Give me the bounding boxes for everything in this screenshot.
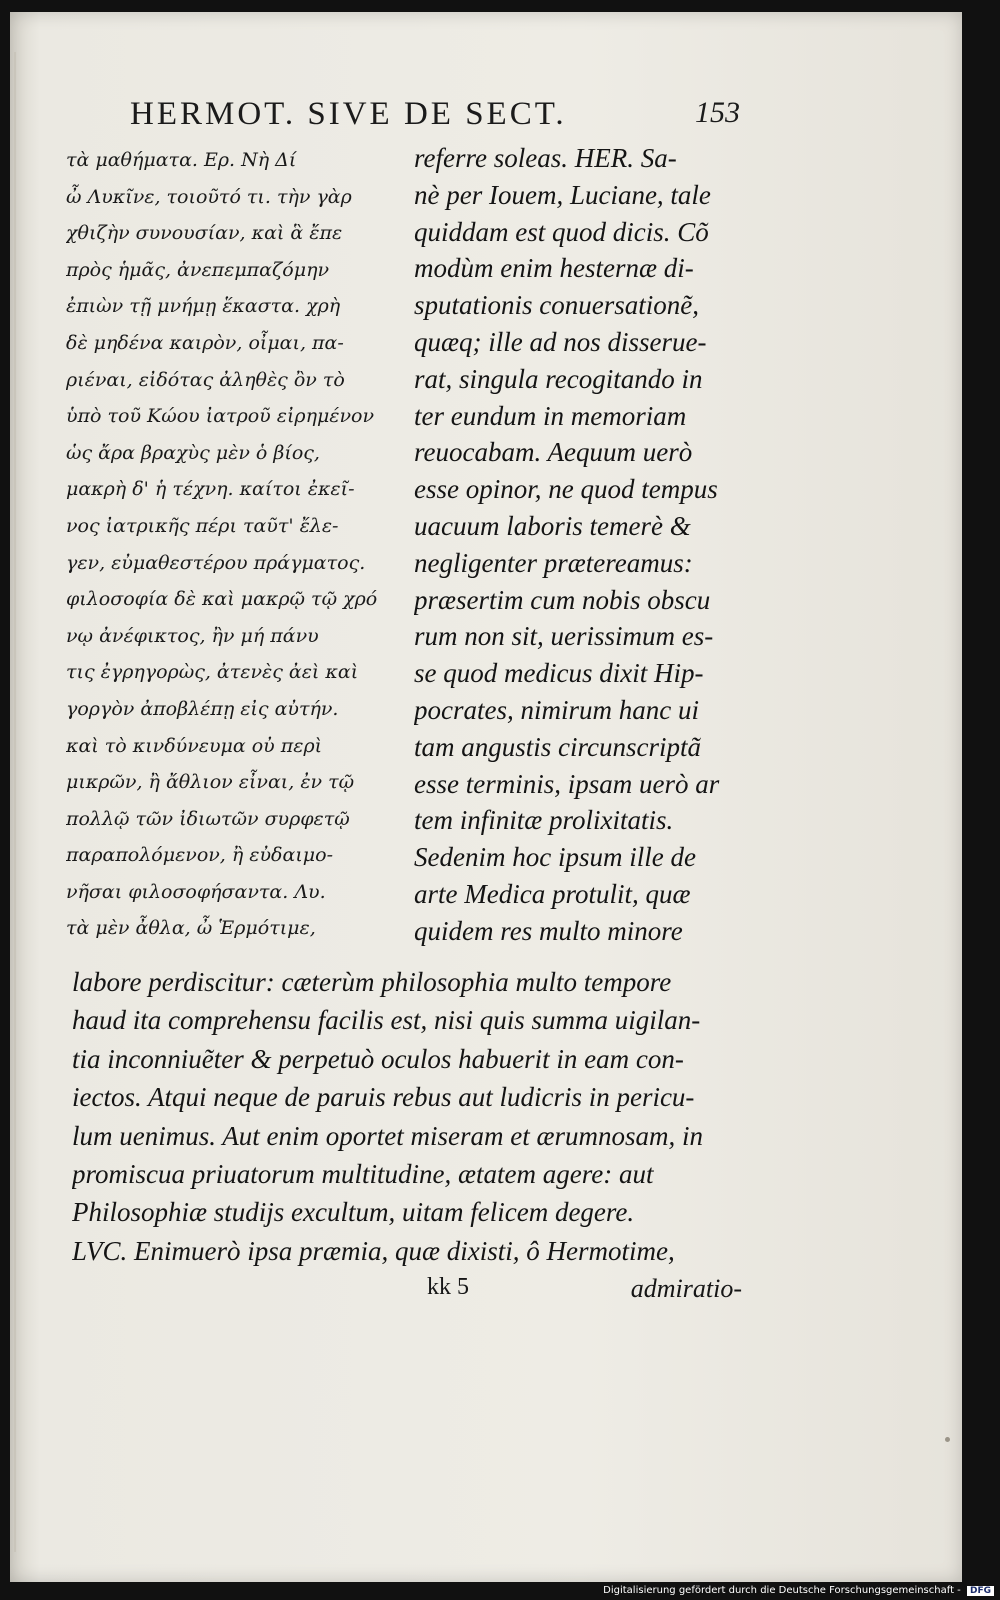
latin-line: tem infinitæ prolixitatis. [414,805,674,836]
latin-line: quiddam est quod dicis. Cõ [414,216,709,247]
greek-line: πολλῷ τῶν ἰδιωτῶν συρφετῷ [66,807,350,830]
text-line: promiscua priuatorum multitudine, ætatem agere: aut [72,1158,654,1189]
attribution-footer [603,1585,994,1596]
greek-line: δὲ μηδένα καιρὸν, οἶμαι, πα- [66,331,344,354]
greek-line: ὡς ἄρα βραχὺς μὲν ὁ βίος, [66,441,320,464]
latin-line: ter eundum in memoriam [414,400,687,431]
text-line: Philosophiæ studijs excultum, uitam felicem degere. [72,1197,635,1228]
attribution-text: Digitalisierung gefördert durch die Deutsche Forschungsgemeinschaft - [603,1585,961,1596]
latin-text-column [414,140,744,950]
greek-line: γεν, εὐμαθεστέρου πράγματος. [66,551,366,574]
text-line: lum uenimus. Aut enim oportet miseram et ærumnosam, in [72,1120,703,1151]
paper-speck [945,1437,950,1442]
greek-line: φιλοσοφία δὲ καὶ μακρῷ τῷ χρό [66,588,378,611]
latin-line: pocrates, nimirum hanc ui [414,694,699,725]
latin-line: tam angustis circunscriptã [414,731,701,762]
greek-text-column [66,142,396,947]
page-header [130,92,740,138]
latin-line: quidem res multo minore [414,915,683,946]
latin-line: Sedenim hoc ipsum ille de [414,842,696,873]
latin-line: nè per Iouem, Luciane, tale [414,179,711,210]
latin-line: uacuum laboris temerè & [414,510,691,541]
greek-line: ὦ Λυκῖνε, τοιοῦτό τι. τὴν γὰρ [66,185,352,208]
book-page [10,12,962,1582]
text-line: iectos. Atqui neque de paruis rebus aut ludicris in pericu- [72,1082,695,1113]
greek-line: μακρὴ δ' ἡ τέχνη. καίτοι ἐκεῖ- [66,478,355,501]
latin-line: se quod medicus dixit Hip- [414,658,704,689]
latin-line: esse opinor, ne quod tempus [414,474,718,505]
full-width-text [72,963,742,1270]
gutter-shadow [14,52,16,1552]
greek-line: νος ἰατρικῆς πέρι ταῦτ' ἔλε- [66,514,339,537]
greek-line: ριέναι, εἰδότας ἀληθὲς ὂν τὸ [66,368,345,391]
greek-line: τὰ μὲν ἆθλα, ὦ Ἑρμότιμε, [66,917,316,940]
greek-line: χθιζὴν συνουσίαν, καὶ ἃ ἔπε [66,222,343,245]
latin-line: reuocabam. Aequum uerò [414,437,693,468]
catchword: admiratio- [630,1274,742,1303]
latin-line: quæq; ille ad nos disserue- [414,326,707,357]
signature-mark: kk 5 [427,1274,469,1300]
greek-line: παραπολόμενον, ἢ εὐδαιμο- [66,844,333,867]
greek-line: καὶ τὸ κινδύνευμα οὐ περὶ [66,734,323,757]
latin-line: esse terminis, ipsam uerò ar [414,768,720,799]
latin-line: referre soleas. HER. Sa- [414,143,677,173]
running-head: HERMOT. SIVE DE SECT. [130,96,567,132]
greek-line: τις ἐγρηγορὼς, ἀτενὲς ἀεὶ καὶ [66,661,359,684]
greek-line: ὑπὸ τοῦ Κώου ἰατροῦ εἰρημένον [66,405,375,428]
page-number: 153 [695,96,740,129]
greek-line: μικρῶν, ἢ ἄθλιον εἶναι, ἐν τῷ [66,771,355,794]
text-line: haud ita comprehensu facilis est, nisi quis summa uigilan- [72,1005,701,1036]
latin-line: rum non sit, uerissimum es- [414,621,714,652]
latin-line: præsertim cum nobis obscu [414,584,711,615]
latin-line: negligenter prætereamus: [414,547,693,578]
greek-line: τὰ μαθήματα. Ερ. Νὴ Δί [66,149,297,171]
greek-line: νῆσαι φιλοσοφήσαντα. Λυ. [66,880,326,903]
greek-line: ἐπιὼν τῇ μνήμῃ ἕκαστα. χρὴ [66,295,341,318]
dfg-logo: DFG [967,1586,994,1596]
greek-line: νῳ ἀνέφικτος, ἢν μή πάνυ [66,624,319,647]
greek-line: πρὸς ἡμᾶς, ἀνεπεμπαζόμην [66,258,330,281]
page-footer [72,1274,742,1314]
latin-line: sputationis conuersationẽ, [414,290,699,321]
latin-line: arte Medica protulit, quæ [414,878,691,909]
greek-line: γοργὸν ἀποβλέπῃ εἰς αὐτήν. [66,697,339,720]
latin-line: rat, singula recogitando in [414,363,703,394]
latin-line: modùm enim hesternæ di- [414,253,694,284]
text-line: labore perdiscitur: cæterùm philosophia multo tempore [72,967,672,997]
text-line: LVC. Enimuerò ipsa præmia, quæ dixisti, ô Hermotime, [72,1235,675,1266]
text-line: tia inconniuẽter & perpetuò oculos habuerit in eam con- [72,1043,684,1074]
